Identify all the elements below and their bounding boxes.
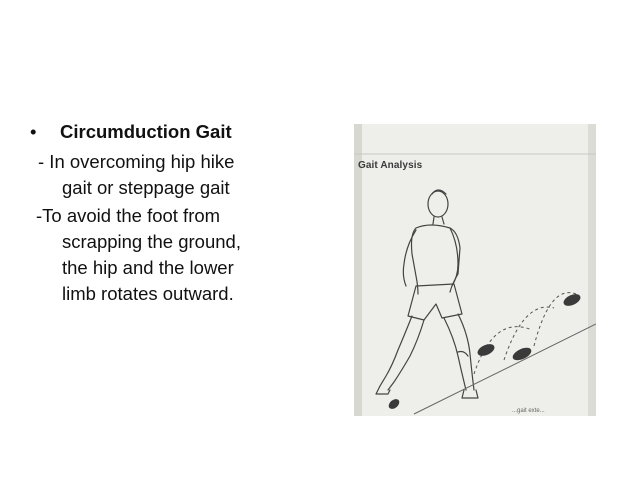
paragraph-hip-hike (28, 149, 328, 201)
paragraph-line: gait or steppage gait (62, 177, 230, 198)
paragraph-line: - In overcoming hip hike (38, 151, 235, 172)
photo-heading: Gait Analysis (358, 160, 423, 171)
gait-analysis-photo (354, 124, 596, 416)
paragraph-line: the hip and the lower (62, 257, 234, 278)
photo-caption: ...gait exte... (512, 408, 545, 414)
paragraph-line: limb rotates outward. (62, 283, 234, 304)
paragraph-line: scrapping the ground, (62, 231, 241, 252)
bullet-item (28, 118, 328, 146)
bullet-title: Circumduction Gait (60, 121, 232, 142)
paragraph-line: -To avoid the foot from (36, 205, 221, 226)
paragraph-foot-scraping (28, 203, 328, 307)
slide-text (28, 118, 328, 307)
bullet-symbol: • (30, 121, 37, 142)
